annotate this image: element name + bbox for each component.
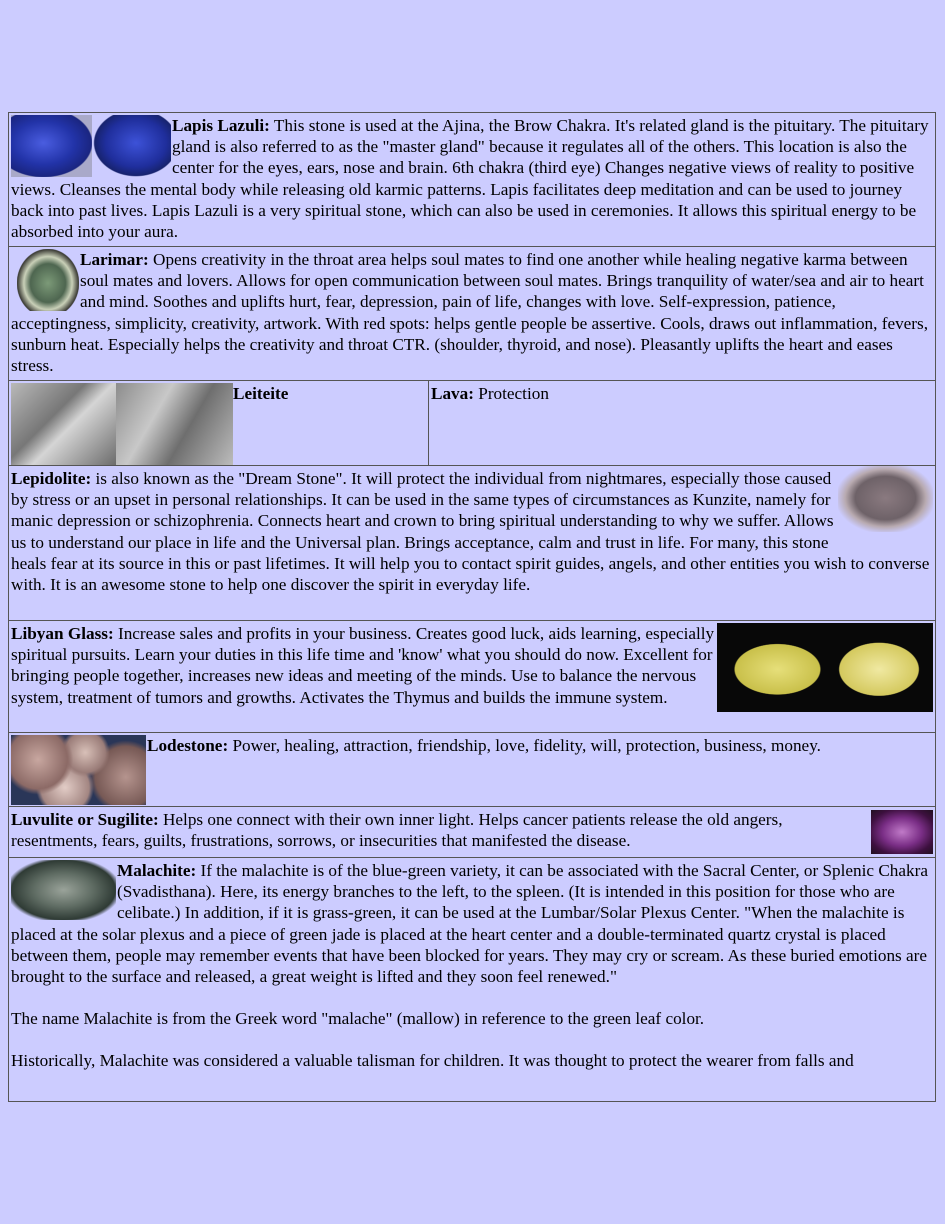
stone-description: If the malachite is of the blue-green variety, it can be associated with the Sacral Center, or Splenic Chakra (Svadisthana). Here, its energy branches to the left, to the spleen. (It is intended in this position for those who are celibate.) In addition, if it is grass-green, it can be used at the Lumbar/Solar Plexus Center. "When the malachite is placed at the solar plexus and a piece of green jade is placed at the heart center and a double-terminated quartz crystal is placed between them, people may remember events that have been blocked for years. They may cry or scream. As these buried emotions are brought to the surface and released, a great weight is lifted and they soon feel renewed." xyxy=(11,861,928,987)
stone-row-libyan-glass xyxy=(9,621,935,733)
lodestone-image xyxy=(11,735,146,805)
stone-cell-lava xyxy=(428,381,935,465)
lapis-lazuli-image xyxy=(11,115,92,177)
stone-name: Libyan Glass: xyxy=(11,624,114,643)
stone-name: Lepidolite: xyxy=(11,469,92,488)
stone-name: Lava: xyxy=(431,384,474,403)
stone-description: is also known as the "Dream Stone". It will protect the individual from nightmares, especially those caused by stress or an upset in personal relationships. It can be used in the same types of circumstances as Kunzite, namely for manic depression or schizophrenia. Connects heart and crown to bring spiritual understanding to why we suffer. Allows us to understand our place in life and the Universal plan. Brings acceptance, calm and trust in life. For many, this stone heals fear at its source in this or past lifetimes. It will help you to contact spirit guides, angels, and other entities you wish to converse with. It is an awesome stone to help one discover the spirit in everyday life. xyxy=(11,469,930,595)
stone-name: Malachite: xyxy=(117,861,197,880)
sugilite-image xyxy=(871,810,933,854)
stone-cell-leiteite xyxy=(9,381,428,465)
stones-table xyxy=(8,112,936,1102)
stone-row-lapis-lazuli xyxy=(9,113,935,247)
stone-row-luvulite xyxy=(9,807,935,858)
stone-name: Larimar: xyxy=(80,250,149,269)
stone-name: Luvulite or Sugilite: xyxy=(11,810,159,829)
stone-description: Helps one connect with their own inner light. Helps cancer patients release the old angers, resentments, fears, guilts, frustrations, sorrows, or insecurities that manifested the disease. xyxy=(11,810,783,851)
malachite-paragraph-3: Historically, Malachite was considered a valuable talisman for children. It was thought to protect the wearer from falls and xyxy=(11,1051,854,1071)
stone-description: Increase sales and profits in your business. Creates good luck, aids learning, especially spiritual pursuits. Learn your duties in this life time and 'know' what you should do now. Excellent for bringing people together, increases new ideas and meeting of the minds. Use to balance the nervous system, treatment of tumors and growths. Activates the Thymus and builds the immune system. xyxy=(11,624,715,707)
libyan-glass-image xyxy=(717,623,933,712)
stone-name: Lodestone: xyxy=(147,736,229,755)
stone-description: Opens creativity in the throat area helps soul mates to find one another while healing negative karma between soul mates and lovers. Allows for open communication between soul mates. Brings tranquility of water/sea and air to heart and mind. Soothes and uplifts hurt, fear, depression, pain of life, changes with love. Self-expression, patience, acceptingness, simplicity, creativity, artwork. With red spots: helps gentle people be assertive. Cools, draws out inflammation, fevers, sunburn heat. Especially helps the creativity and throat CTR. (shoulder, thyroid, and nose). Pleasantly uplifts the heart and eases stress. xyxy=(11,250,929,376)
malachite-image xyxy=(11,860,116,920)
leiteite-image-2 xyxy=(116,383,233,465)
stone-name: Lapis Lazuli: xyxy=(172,116,270,135)
stone-name: Leiteite xyxy=(233,384,289,403)
stone-description: Power, healing, attraction, friendship, love, fidelity, will, protection, business, money. xyxy=(228,736,821,755)
lapis-lazuli-image-2 xyxy=(93,115,171,177)
stone-description: Protection xyxy=(473,384,549,403)
lepidolite-image xyxy=(838,466,933,532)
stone-row-malachite xyxy=(9,858,935,1101)
leiteite-image xyxy=(11,383,116,465)
larimar-image xyxy=(17,249,79,311)
stone-row-lepidolite xyxy=(9,466,935,621)
stone-row-larimar xyxy=(9,247,935,381)
stone-row-lodestone xyxy=(9,733,935,807)
stone-row-leiteite-lava xyxy=(9,381,935,466)
stone-description: This stone is used at the Ajina, the Brow Chakra. It's related gland is the pituitary. The pituitary gland is also referred to as the "master gland" because it regulates all of the others. This location is also the center for the eyes, ears, nose and brain. 6th chakra (third eye) Changes negative views of reality to positive views. Cleanses the mental body while releasing old karmic patterns. Lapis facilitates deep meditation and can be used to journey back into past lives. Lapis Lazuli is a very spiritual stone, which can also be used in ceremonies. It allows this spiritual energy to be absorbed into your aura. xyxy=(11,116,929,242)
malachite-paragraph-2: The name Malachite is from the Greek word "malache" (mallow) in reference to the green leaf color. xyxy=(11,1009,705,1029)
